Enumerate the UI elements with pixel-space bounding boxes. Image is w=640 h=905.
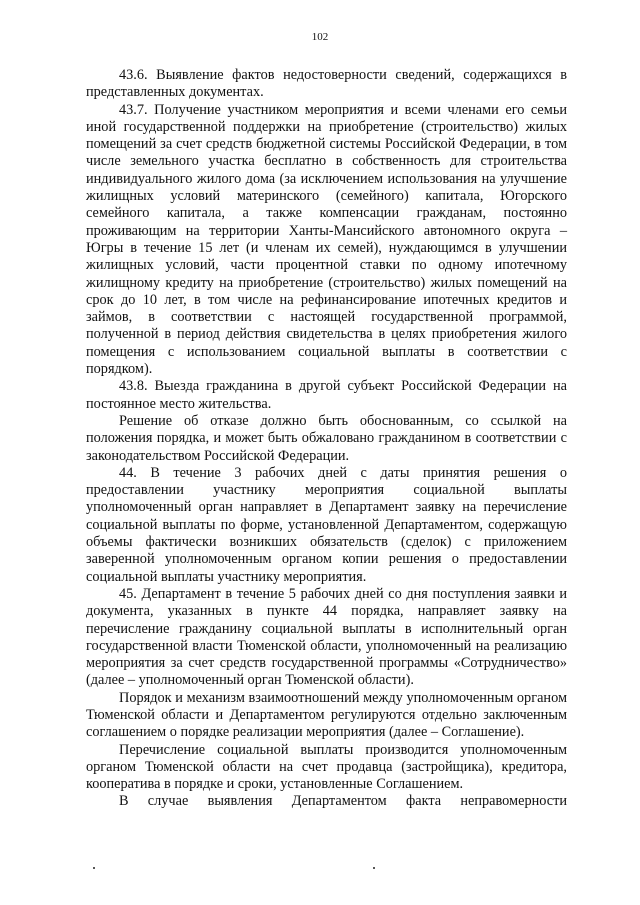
paragraph-interaction-order: Порядок и механизм взаимоотношений между уполномоченным органом Тюменской области и Департаментом регулируются отдельно заключенным соглашением о порядке реализации мероприятия (далее – Соглашение). [86,689,567,741]
paragraph-43-8: 43.8. Выезда гражданина в другой субъект Российской Федерации на постоянное место жительства. [86,378,567,412]
document-body [86,67,567,811]
page-number: 102 [311,31,329,43]
paragraph-45: 45. Департамент в течение 5 рабочих дней со дня поступления заявки и документа, указанных в пункте 44 порядка, направляет заявку на перечисление гражданину социальной выплаты в исполнительный орган государственной власти Тюменской области, уполномоченный на реализацию мероприятия за счет средств государственной программы «Сотрудничество» (далее – уполномоченный орган Тюменской области). [86,585,567,689]
paragraph-43-7: 43.7. Получение участником мероприятия и всеми членами его семьи иной государственной поддержки на приобретение (строительство) жилых помещений за счет средств бюджетной системы Российской Федерации, в том числе земельного участка бесплатно в собственность для строительства индивидуального жилого дома (за исключением использования на улучшение жилищных условий материнского (семейного) капитала, Югорского семейного капитала, а также компенсации гражданам, постоянно проживающим на территории Ханты-Мансийского автономного округа – Югры в течение 15 лет (и членам их семей), нуждающимся в улучшении жилищных условий, части процентной ставки по одному ипотечному жилищному кредиту на приобретение (строительство) жилых помещений на срок до 10 лет, в том числе на рефинансирование ипотечных кредитов и займов, в соответствии с настоящей государственной программой, полученной в период действия свидетельства в целях приобретения жилого помещения с использованием социальной выплаты в соответствии с порядком). [86,101,567,378]
paragraph-payment-transfer: Перечисление социальной выплаты производится уполномоченным органом Тюменской области на счет продавца (застройщика), кредитора, кооператива в порядке и сроки, установленные Соглашением. [86,741,567,793]
scan-dot-mark [93,867,95,869]
scan-dot-mark [373,867,375,869]
paragraph-43-6: 43.6. Выявление фактов недостоверности сведений, содержащихся в представленных документах. [86,67,567,101]
paragraph-refusal-decision: Решение об отказе должно быть обоснованным, со ссылкой на положения порядка, и может быть обжаловано гражданином в соответствии с законодательством Российской Федерации. [86,412,567,464]
paragraph-44: 44. В течение 3 рабочих дней с даты принятия решения о предоставлении участнику мероприятия социальной выплаты уполномоченный орган направляет в Департамент заявку на перечисление социальной выплаты по форме, установленной Департаментом, содержащую объемы фактически возникших обязательств (сделок) с приложением заверенной уполномоченным органом копии решения о предоставлении социальной выплаты участнику мероприятия. [86,464,567,585]
paragraph-violation-case: В случае выявления Департаментом факта неправомерности [119,793,567,810]
